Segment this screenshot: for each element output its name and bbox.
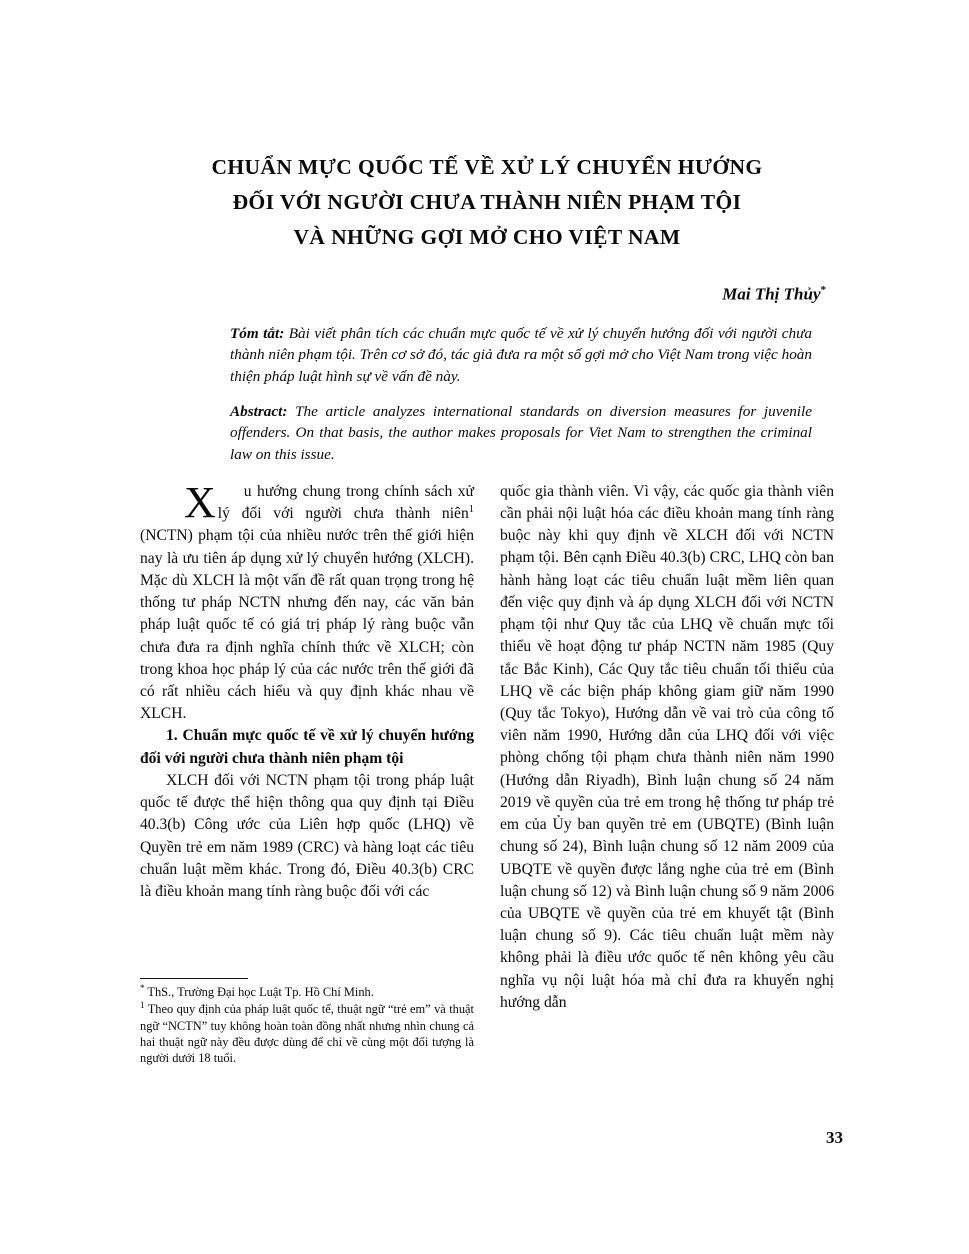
abstract-vietnamese-label: Tóm tắt: — [230, 325, 285, 343]
footnote-item — [140, 983, 474, 1000]
author-footnote-marker: * — [820, 284, 826, 297]
footnote-separator — [140, 978, 248, 979]
footnote-text-star: ThS., Trường Đại học Luật Tp. Hồ Chí Minh. — [144, 985, 374, 1000]
abstract-vietnamese — [140, 323, 834, 387]
abstract-english — [140, 401, 834, 465]
drop-capital: X — [184, 477, 216, 527]
footnote-marker-star: * — [140, 983, 145, 993]
paragraph-intro-first: u hướng chung trong chính sách xử lý đối với người chưa thành niên — [217, 482, 474, 523]
page-number: 33 — [826, 1128, 843, 1147]
paragraph-intro — [140, 477, 474, 726]
body-columns — [140, 477, 834, 1014]
paragraph-intro-rest: (NCTN) phạm tội của nhiều nước trên thế giới hiện nay là ưu tiên áp dụng xử lý chuyển hướng (XLCH). Mặc dù XLCH là một vấn đề rất quan trọng trong hệ thống tư pháp NCTN nhưng đến nay, các văn bản pháp luật quốc tế có giá trị pháp lý ràng buộc vẫn chưa đưa ra định nghĩa chính thức về XLCH; còn trong khoa học pháp lý của các nước trên thế giới đã có rất nhiều cách hiểu và quy định khác nhau về XLCH. — [140, 527, 474, 723]
left-column — [140, 477, 474, 1014]
right-column — [500, 481, 834, 1014]
footnote-ref-1: 1 — [468, 504, 474, 516]
footnote-item — [140, 1000, 474, 1066]
abstract-english-body: The article analyzes international standards on diversion measures for juvenile offenders. On that basis, the author makes proposals for Viet Nam to strengthen the criminal law on this issue. — [230, 402, 812, 463]
footnote-marker-1: 1 — [140, 1000, 145, 1011]
abstract-vietnamese-body: Bài viết phân tích các chuẩn mực quốc tế về xử lý chuyển hướng đối với người chưa thành niên phạm tội. Trên cơ sở đó, tác giả đưa ra một số gợi mở cho Việt Nam trong việc hoàn thiện pháp luật hình sự về vấn đề này. — [230, 325, 812, 385]
title-line-1: CHUẨN MỰC QUỐC TẾ VỀ XỬ LÝ CHUYỂN HƯỚNG — [211, 155, 763, 179]
footnote-area — [140, 978, 474, 1066]
abstract-english-label: Abstract: — [230, 402, 288, 420]
section-heading-1: 1. Chuẩn mực quốc tế về xử lý chuyển hướng đối với người chưa thành niên phạm tội — [140, 727, 474, 767]
page-title — [140, 150, 834, 254]
footnote-text-1: Theo quy định của pháp luật quốc tế, thuật ngữ “trẻ em” và thuật ngữ “NCTN” tuy không hoàn toàn đồng nhất nhưng nhìn chung cả hai thuật ngữ này đều được dùng để chỉ về cùng một đối tượng là người dưới 18 tuổi. — [140, 1002, 474, 1065]
title-line-2: ĐỐI VỚI NGƯỜI CHƯA THÀNH NIÊN PHẠM TỘI — [232, 189, 742, 214]
author-byline — [140, 284, 834, 305]
title-line-3: VÀ NHỮNG GỢI MỞ CHO VIỆT NAM — [293, 224, 681, 249]
author-name: Mai Thị Thủy — [722, 285, 821, 305]
paragraph-right-1: quốc gia thành viên. Vì vậy, các quốc gia thành viên cần phải nội luật hóa các điều khoản mang tính ràng buộc này khi quy định về XLCH đối với NCTN phạm tội. Bên cạnh Điều 40.3(b) CRC, LHQ còn ban hành hàng loạt các tiêu chuẩn luật mềm liên quan đến việc quy định và áp dụng XLCH đối với NCTN phạm tội như Quy tắc của LHQ về chuẩn mực tối thiểu về hoạt động tư pháp NCTN năm 1985 (Quy tắc Bắc Kinh), Các Quy tắc tiêu chuẩn tối thiểu của LHQ về các biện pháp không giam giữ năm 1990 (Quy tắc Tokyo), Hướng dẫn về vai trò của công tố viên năm 1990, Hướng dẫn của LHQ đối với việc phòng chống tội phạm chưa thành niên năm 1990 (Hướng dẫn Riyadh), Bình luận chung số 24 năm 2019 về quyền của trẻ em trong hệ thống tư pháp trẻ em của Ủy ban quyền trẻ em (UBQTE) (Bình luận chung số 24), Bình luận chung số 12 năm 2009 của UBQTE về quyền được lắng nghe của trẻ em (Bình luận chung số 12) và Bình luận chung số 9 năm 2006 của UBQTE về quyền của trẻ em khuyết tật (Bình luận chung số 9). Các tiêu chuẩn luật mềm này không phải là điều ước quốc tế nên không yêu cầu nghĩa vụ nội luật hóa mà chỉ đưa ra khuyến nghị hướng dẫn — [500, 482, 834, 1011]
paragraph-left-2: XLCH đối với NCTN phạm tội trong pháp luật quốc tế được thể hiện thông qua quy định tại Điều 40.3(b) Công ước của Liên hợp quốc (LHQ) về Quyền trẻ em năm 1989 (CRC) và hàng loạt các tiêu chuẩn luật mềm khác. Trong đó, Điều 40.3(b) CRC là điều khoản mang tính ràng buộc đối với các — [140, 771, 474, 900]
